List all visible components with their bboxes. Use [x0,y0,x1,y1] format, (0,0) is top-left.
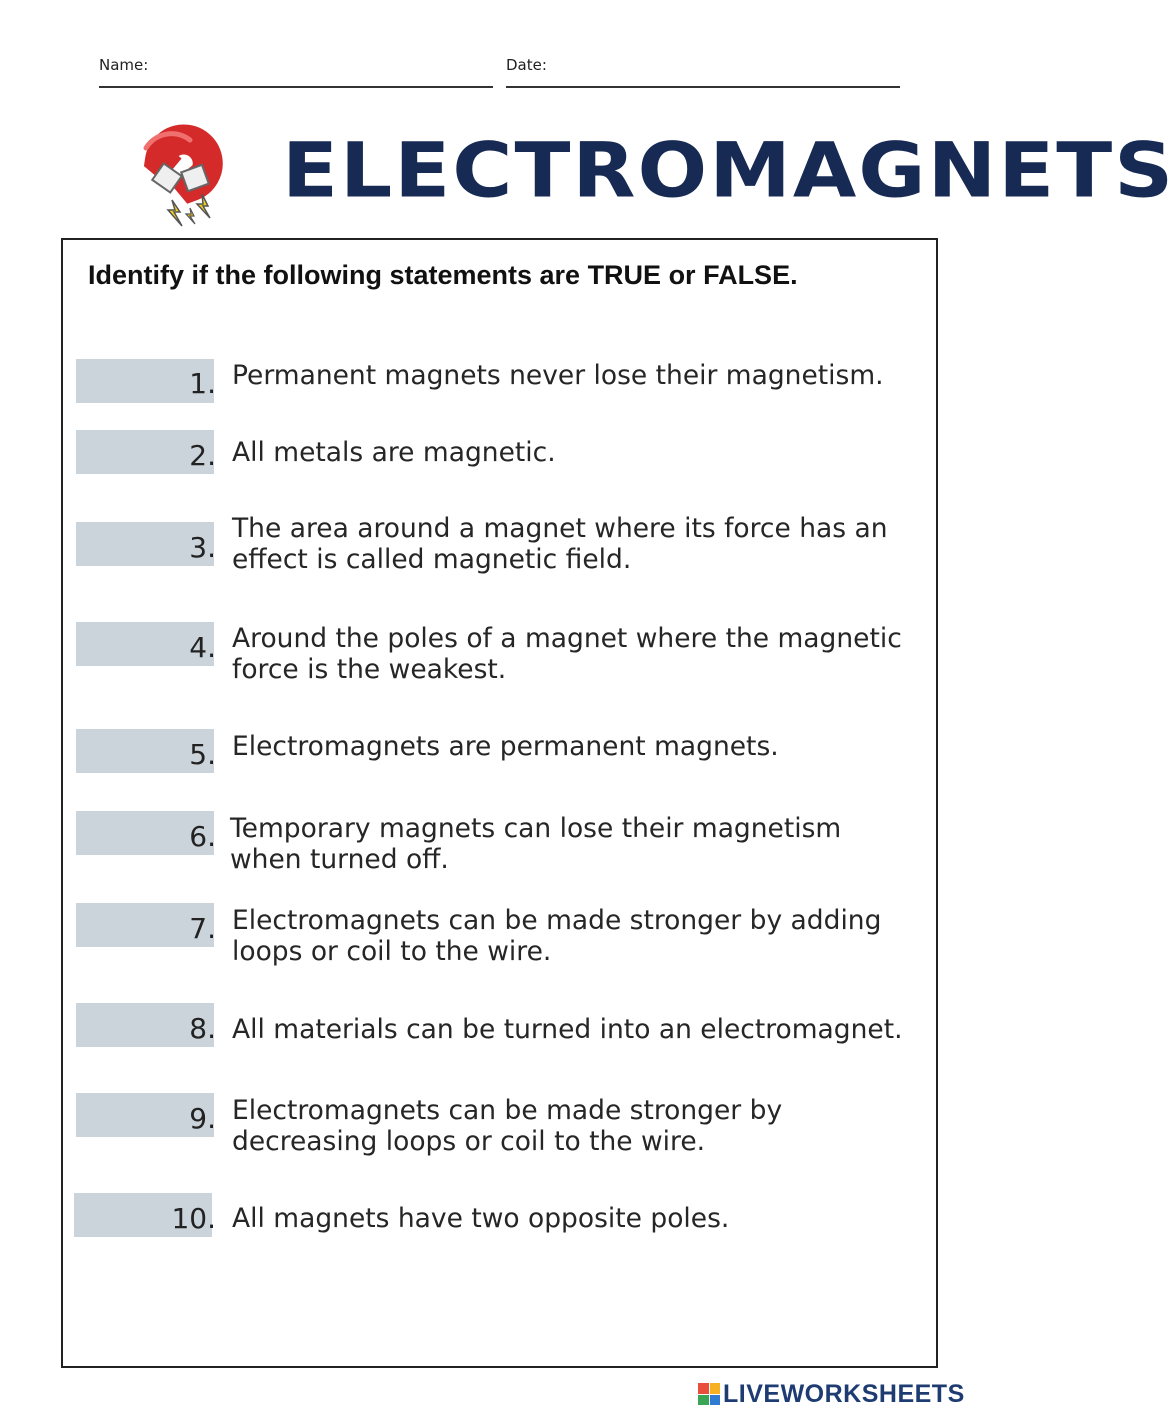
liveworksheets-logo[interactable] [698,1381,965,1407]
instructions: Identify if the following statements are TRUE or FALSE. [88,260,798,290]
question-number: 2. [189,439,216,472]
date-label: Date: [506,56,547,74]
question-text: All metals are magnetic. [232,437,556,468]
question-number: 4. [189,631,216,664]
logo-text: LIVEWORKSHEETS [723,1379,965,1408]
question-text: Electromagnets can be made stronger by decreasing loops or coil to the wire. [232,1095,783,1157]
question-text: All materials can be turned into an electromagnet. [232,1014,903,1045]
question-number: 3. [189,531,216,564]
horseshoe-magnet-icon [110,118,240,240]
question-number: 8. [189,1012,216,1045]
question-text: Temporary magnets can lose their magnetism when turned off. [230,813,842,875]
question-number: 1. [189,367,216,400]
question-text: Around the poles of a magnet where the magnetic force is the weakest. [232,623,902,685]
question-text: Electromagnets are permanent magnets. [232,731,779,762]
question-number: 6. [189,820,216,853]
question-number: 10. [171,1202,216,1235]
question-text: All magnets have two opposite poles. [232,1203,730,1234]
question-number: 7. [189,912,216,945]
question-text: Electromagnets can be made stronger by adding loops or coil to the wire. [232,905,882,967]
page-title: ELECTROMAGNETS [282,127,1175,215]
name-label: Name: [99,56,149,74]
question-text: Permanent magnets never lose their magnetism. [232,360,884,391]
question-number: 9. [189,1102,216,1135]
question-number: 5. [189,738,216,771]
logo-mark-icon [698,1383,720,1405]
question-text: The area around a magnet where its force has an effect is called magnetic field. [232,513,888,575]
